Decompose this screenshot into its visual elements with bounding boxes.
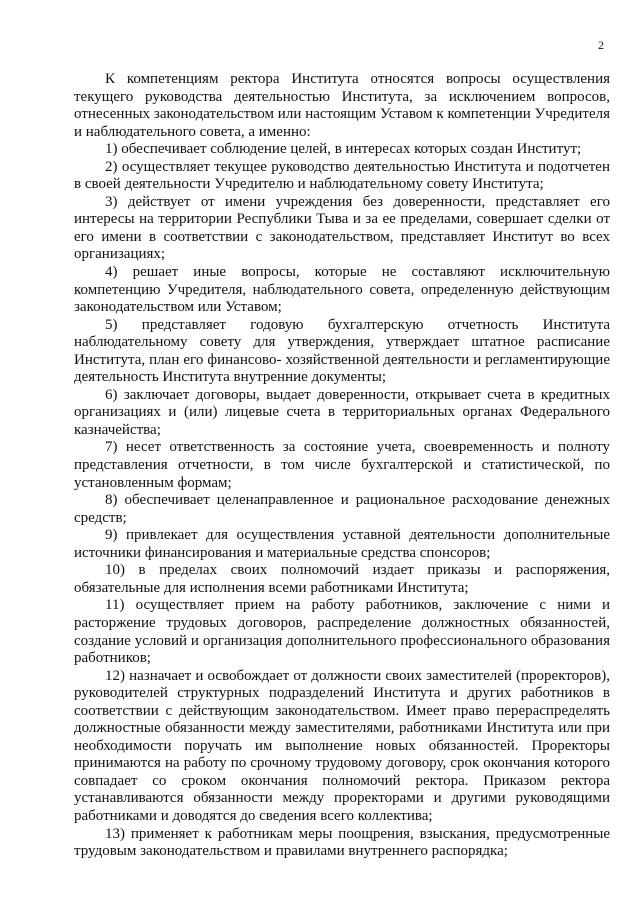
page-number: 2 <box>598 38 604 52</box>
list-item-3: 3) действует от имени учреждения без доверенности, представляет его интересы на территории Республики Тыва и за ее пределами, совершает сделки от его имени в соответствии с законодательством, представляет Институт во всех организациях; <box>74 193 610 263</box>
list-item-10: 10) в пределах своих полномочий издает приказы и распоряжения, обязательные для исполнения всеми работниками Института; <box>74 562 610 596</box>
list-item-12: 12) назначает и освобождает от должности своих заместителей (проректоров), руководителей структурных подразделений Института и других работников в соответствии с действующим законодательством. Имеет право перераспределять должностные обязанности между заместителями, работниками Института или при необходимости поручать им выполнение новых обязанностей. Проректоры принимаются на работу по срочному трудовому договору, срок окончания которого совпадает со сроком окончания полномочий ректора. Приказом ректора устанавливаются обязанности между проректорами и другими руководящими работниками и доводятся до сведения всего коллектива; <box>74 667 610 824</box>
list-item-11: 11) осуществляет прием на работу работников, заключение с ними и расторжение трудовых договоров, распределение должностных обязанностей, создание условий и организация дополнительного профессионального образования работников; <box>74 597 610 667</box>
list-item-6: 6) заключает договоры, выдает доверенности, открывает счета в кредитных организациях и (или) лицевые счета в территориальных органах Федерального казначейства; <box>74 386 610 438</box>
list-item-9: 9) привлекает для осуществления уставной деятельности дополнительные источники финансирования и материальные средства спонсоров; <box>74 527 610 561</box>
list-item-2: 2) осуществляет текущее руководство деятельностью Института и подотчетен в своей деятельности Учредителю и наблюдательному совету Института; <box>74 158 610 193</box>
document-body <box>74 71 610 861</box>
list-item-4: 4) решает иные вопросы, которые не составляют исключительную компетенцию Учредителя, наблюдательного совета, определенную действующим законодательством или Уставом; <box>74 264 610 316</box>
list-item-13: 13) применяет к работникам меры поощрения, взыскания, предусмотренные трудовым законодательством и правилами внутреннего распорядка; <box>74 825 610 860</box>
list-item-8: 8) обеспечивает целенаправленное и рациональное расходование денежных средств; <box>74 492 610 526</box>
list-item-7: 7) несет ответственность за состояние учета, своевременность и полноту представления отчетности, в том числе бухгалтерской и статистической, по установленным формам; <box>74 439 610 491</box>
list-item-1: 1) обеспечивает соблюдение целей, в интересах которых создан Институт; <box>105 141 582 158</box>
intro-paragraph: К компетенциям ректора Института относятся вопросы осуществления текущего руководства деятельностью Института, за исключением вопросов, отнесенных законодательством или настоящим Уставом к компетенции Учредителя и наблюдательного совета, а именно: <box>74 71 610 140</box>
list-item-5: 5) представляет годовую бухгалтерскую отчетность Института наблюдательному совету для утверждения, утверждает штатное расписание Института, план его финансово- хозяйственной деятельности и регламентирующие деятельность Института внутренние документы; <box>74 316 610 386</box>
